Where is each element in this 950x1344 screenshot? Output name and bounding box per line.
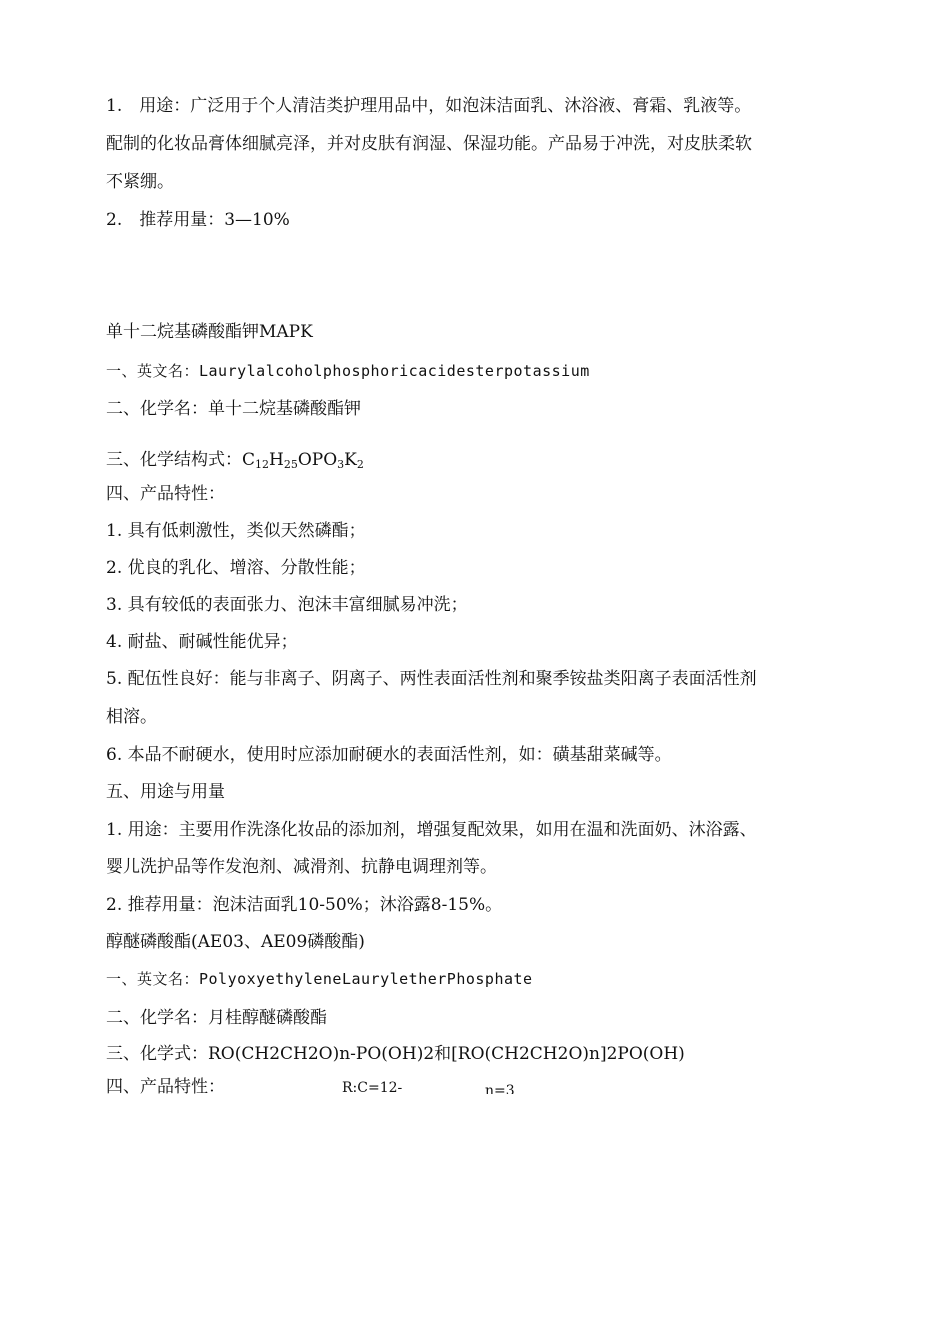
property-item: 1. 具有低刺激性，类似天然磷酯； (106, 521, 366, 541)
note-r: R:C=12- (342, 1080, 403, 1094)
ae-chemical-name: 二、化学名：月桂醇醚磷酸酯 (106, 1008, 327, 1028)
property-item: 5. 配伍性良好：能与非离子、阴离子、两性表面活性剂和聚季铵盐类阳离子表面活性剂 (106, 669, 757, 689)
property-item: 4. 耐盐、耐碱性能优异； (106, 632, 298, 652)
mapk-usage-heading: 五、用途与用量 (106, 782, 225, 802)
ae-title: 醇醚磷酸酯(AE03、AE09磷酸酯) (106, 932, 365, 952)
note-n: n=3 (485, 1083, 515, 1094)
formula-subscript: 3 (337, 458, 345, 471)
formula-subscript: 2 (356, 458, 364, 471)
clipped-notes (300, 1080, 600, 1094)
formula-subscript: 25 (283, 458, 298, 471)
mapk-usage-line-2: 婴儿洗护品等作发泡剂、减滑剂、抗静电调理剂等。 (106, 857, 497, 877)
dosage-line: 2. 推荐用量：3—10% (106, 210, 290, 230)
formula-element: OPO (297, 450, 338, 470)
ae-properties-heading: 四、产品特性： (106, 1077, 225, 1097)
formula-element: C (242, 450, 256, 470)
formula-element: K (344, 450, 357, 470)
property-item: 3. 具有较低的表面张力、泡沫丰富细腻易冲洗； (106, 595, 468, 615)
formula-element: H (269, 450, 284, 470)
property-item: 2. 优良的乳化、增溶、分散性能； (106, 558, 366, 578)
ae-english-name: 一、英文名：PolyoxyethyleneLauryletherPhosphate (106, 970, 533, 988)
property-item: 6. 本品不耐硬水，使用时应添加耐硬水的表面活性剂，如：磺基甜菜碱等。 (106, 745, 672, 765)
mapk-dosage: 2. 推荐用量：泡沫洁面乳10-50%；沐浴露8-15%。 (106, 895, 503, 915)
mapk-usage-line-1: 1. 用途：主要用作洗涤化妆品的添加剂，增强复配效果，如用在温和洗面奶、沐浴露、 (106, 820, 757, 840)
mapk-title: 单十二烷基磷酸酯钾MAPK (106, 322, 313, 342)
usage-line-1: 1. 用途：广泛用于个人清洁类护理用品中，如泡沫洁面乳、沐浴液、膏霜、乳液等。 (106, 96, 752, 116)
usage-line-3: 不紧绷。 (106, 172, 174, 192)
formula-subscript: 12 (255, 458, 270, 471)
mapk-properties-heading: 四、产品特性： (106, 484, 225, 504)
mapk-english-name: 一、英文名：Laurylalcoholphosphoricacidesterpotassium (106, 362, 590, 380)
mapk-chemical-name: 二、化学名：单十二烷基磷酸酯钾 (106, 399, 361, 419)
mapk-formula (106, 450, 364, 471)
property-item: 相溶。 (106, 707, 157, 727)
usage-line-2: 配制的化妆品膏体细腻亮泽，并对皮肤有润湿、保湿功能。产品易于冲洗，对皮肤柔软 (106, 134, 752, 154)
ae-formula: 三、化学式：RO(CH2CH2O)n-PO(OH)2和[RO(CH2CH2O)n]2PO(OH) (106, 1044, 685, 1064)
formula-label: 三、化学结构式： (106, 450, 242, 470)
